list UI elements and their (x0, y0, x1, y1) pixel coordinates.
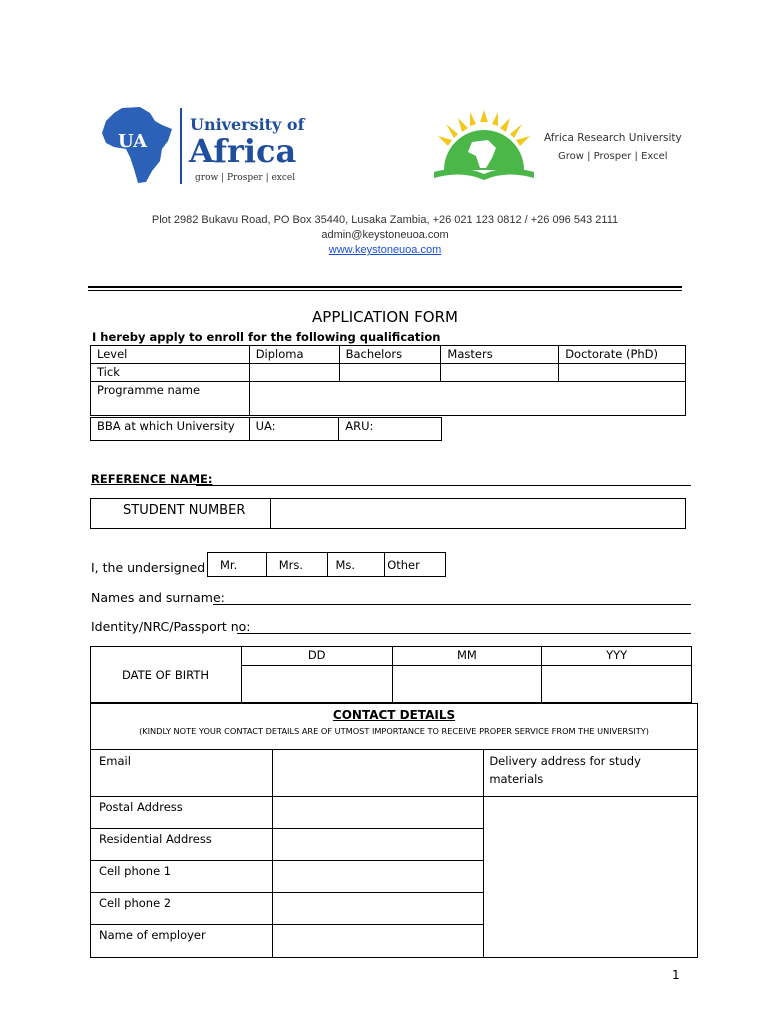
tick-label: Tick (91, 364, 250, 382)
aru-field[interactable]: ARU: (339, 418, 442, 441)
dob-dd-field[interactable] (241, 666, 392, 703)
masters-tick-cell[interactable] (441, 364, 559, 382)
cell-phone-1-field[interactable] (272, 861, 484, 893)
page-number: 1 (672, 968, 680, 982)
qualification-intro: I hereby apply to enroll for the following qualification (92, 330, 441, 344)
contact-table (90, 749, 698, 958)
ua-logo-line1: University of (190, 115, 305, 134)
undersigned-label: I, the undersigned (91, 560, 206, 575)
address-block (0, 213, 770, 258)
ua-logo-divider (180, 108, 182, 184)
ua-logo-line2: Africa (189, 132, 297, 170)
cell-phone-1-label: Cell phone 1 (91, 861, 273, 893)
dob-dd-label: DD (241, 647, 392, 666)
bba-table (90, 417, 442, 441)
contact-note: (KINDLY NOTE YOUR CONTACT DETAILS ARE OF UTMOST IMPORTANCE TO RECEIVE PROPER SERVICE FROM THE UNIVERSITY) (139, 726, 649, 736)
names-label: Names and surname: (91, 590, 225, 605)
address-line: Plot 2982 Bukavu Road, PO Box 35440, Lusaka Zambia, +26 021 123 0812 / +26 096 543 2111 (151, 214, 619, 226)
residential-address-label: Residential Address (91, 829, 273, 861)
contact-header-box (90, 703, 698, 750)
dob-table (90, 646, 692, 703)
cell-phone-2-label: Cell phone 2 (91, 893, 273, 925)
diploma-tick-cell[interactable] (249, 364, 339, 382)
level-label: Level (91, 346, 250, 364)
bachelors-label: Bachelors (339, 346, 441, 364)
employer-field[interactable] (272, 925, 484, 958)
postal-address-field[interactable] (272, 797, 484, 829)
aru-logo-name: Africa Research University (544, 132, 682, 144)
bba-label: BBA at which University (91, 418, 250, 441)
title-options (207, 552, 446, 577)
title-other[interactable]: Other (385, 553, 446, 577)
reference-name-label: REFERENCE NAME: (91, 472, 213, 486)
ua-logo-tagline: grow | Prosper | excel (195, 173, 296, 183)
reference-name-line[interactable] (196, 485, 691, 486)
qualification-table (90, 345, 686, 416)
header-divider-thin (88, 290, 682, 291)
doctorate-label: Doctorate (PhD) (559, 346, 686, 364)
contact-title: CONTACT DETAILS (332, 708, 456, 722)
cell-phone-2-field[interactable] (272, 893, 484, 925)
title-mr[interactable]: Mr. (208, 553, 267, 577)
website-link[interactable]: www.keystoneuoa.com (328, 244, 442, 256)
programme-name-field[interactable] (249, 382, 685, 416)
programme-label: Programme name (91, 382, 250, 416)
delivery-address-field[interactable] (484, 797, 698, 958)
residential-address-field[interactable] (272, 829, 484, 861)
identity-line[interactable] (237, 633, 691, 634)
title-mrs[interactable]: Mrs. (266, 553, 327, 577)
title-ms[interactable]: Ms. (327, 553, 385, 577)
form-title: APPLICATION FORM (312, 308, 458, 326)
diploma-label: Diploma (249, 346, 339, 364)
student-number-table (90, 498, 686, 529)
student-number-label: STUDENT NUMBER (91, 499, 271, 529)
dob-yyyy-label: YYY (542, 647, 692, 666)
student-number-field[interactable] (270, 499, 685, 529)
employer-label: Name of employer (91, 925, 273, 958)
aru-logo-tagline: Grow | Prosper | Excel (558, 151, 668, 162)
email-label: Email (91, 750, 273, 797)
doctorate-tick-cell[interactable] (559, 364, 686, 382)
delivery-address-label: Delivery address for study materials (484, 750, 698, 797)
ua-logo (100, 105, 305, 185)
ua-field[interactable]: UA: (249, 418, 339, 441)
identity-label: Identity/NRC/Passport no: (91, 619, 251, 634)
dob-label: DATE OF BIRTH (91, 647, 242, 703)
sun-book-icon (428, 108, 540, 186)
email-field[interactable] (272, 750, 484, 797)
header-divider (88, 286, 682, 288)
names-line[interactable] (213, 604, 691, 605)
dob-mm-field[interactable] (392, 666, 542, 703)
dob-yyyy-field[interactable] (542, 666, 692, 703)
bachelors-tick-cell[interactable] (339, 364, 441, 382)
address-email: admin@keystoneuoa.com (321, 229, 449, 241)
ua-badge: UA (118, 131, 148, 152)
postal-address-label: Postal Address (91, 797, 273, 829)
dob-mm-label: MM (392, 647, 542, 666)
aru-logo (428, 108, 682, 186)
masters-label: Masters (441, 346, 559, 364)
